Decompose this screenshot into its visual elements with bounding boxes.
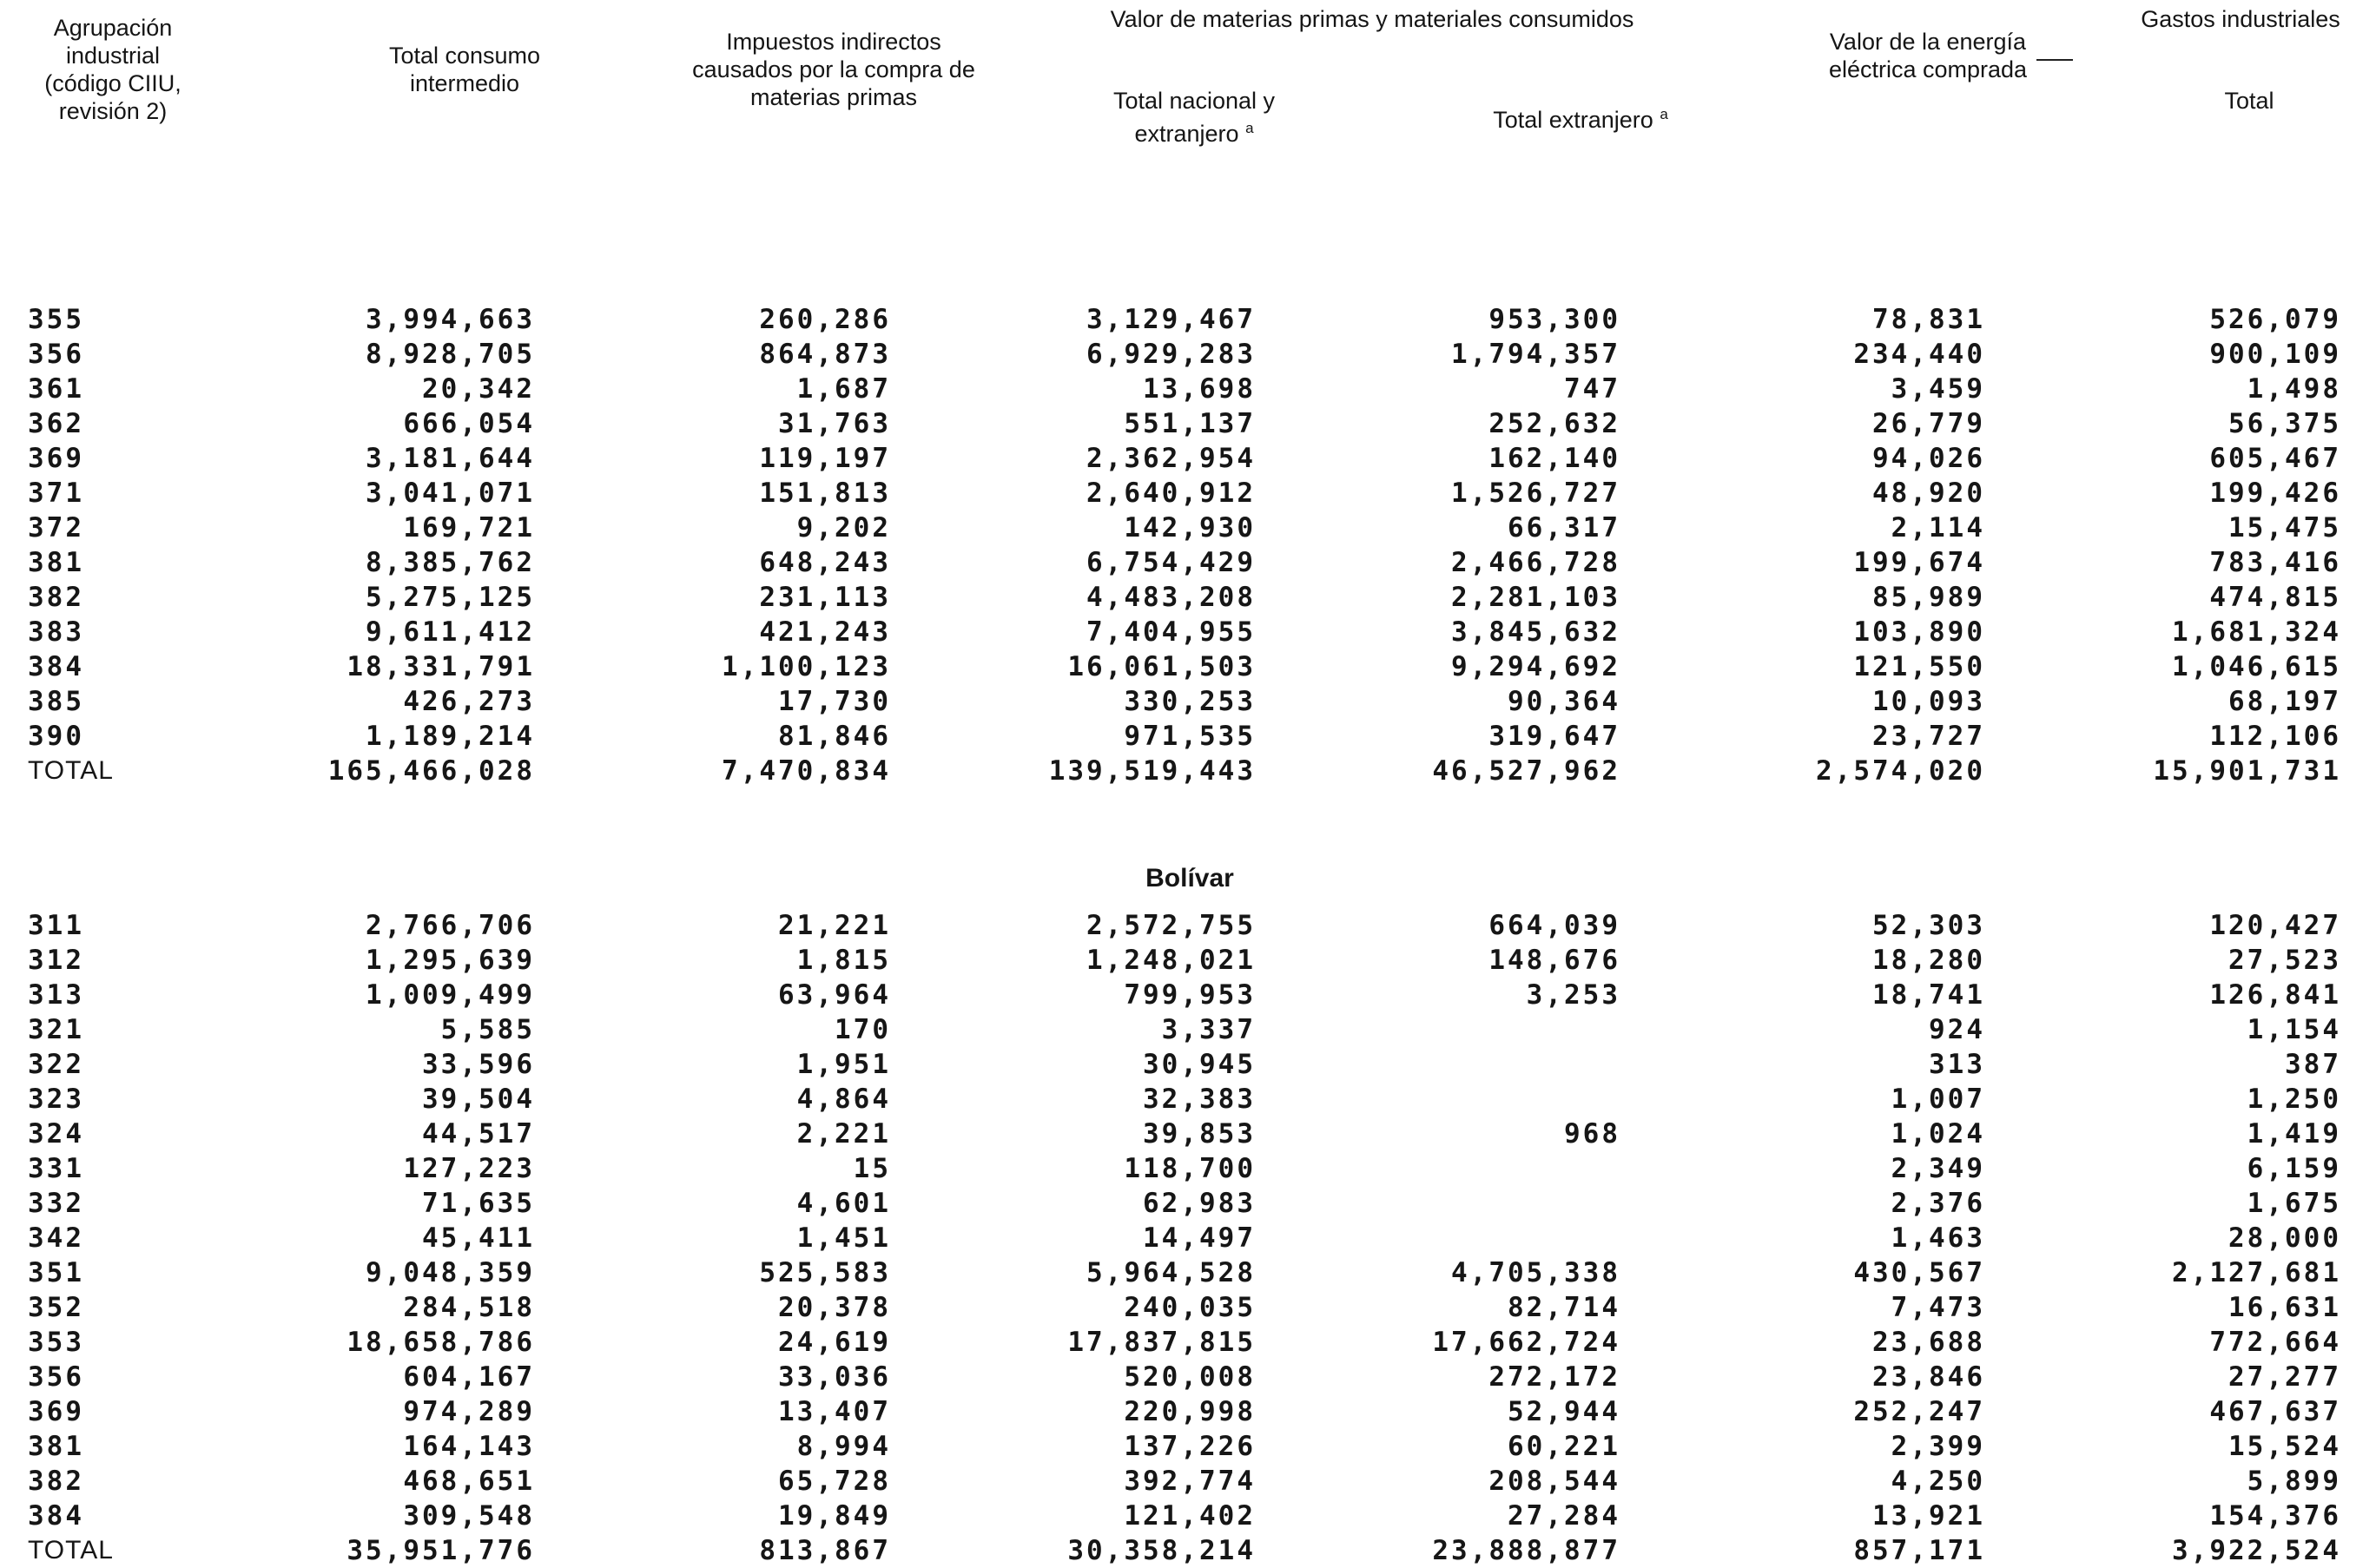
cell-extranjero: 17,662,724: [1432, 1327, 1620, 1358]
cell-gastos: 783,416: [2209, 547, 2341, 578]
cell-impuestos: 1,100,123: [722, 651, 891, 682]
table-row: [0, 1082, 2345, 1117]
cell-energia: 121,550: [1853, 651, 1985, 682]
cell-energia: 18,280: [1872, 945, 1985, 976]
cell-consumo: 45,411: [422, 1222, 535, 1254]
cell-extranjero: 1,526,727: [1451, 478, 1620, 509]
header-total-consumo: Total consumo intermedio: [388, 43, 541, 96]
cell-nacional: 14,497: [1143, 1222, 1256, 1254]
footnote-a-marker: a: [1245, 120, 1254, 136]
cell-extranjero: [1259, 1047, 1624, 1082]
table-row: [0, 1464, 2345, 1499]
cell-extranjero: [1259, 1012, 1624, 1047]
cell-extranjero: 60,221: [1508, 1431, 1620, 1462]
cell-gastos: 526,079: [2209, 304, 2341, 335]
cell-extranjero: 4,705,338: [1451, 1257, 1620, 1288]
cell-code: 361: [28, 373, 84, 405]
cell-gastos: 15,901,731: [2153, 755, 2341, 787]
cell-nacional: 17,837,815: [1067, 1327, 1256, 1358]
cell-impuestos: 21,221: [778, 910, 891, 941]
cell-impuestos: 63,964: [778, 979, 891, 1011]
cell-impuestos: 813,867: [759, 1535, 891, 1566]
cell-energia: 2,114: [1891, 512, 1985, 544]
cell-code: 382: [28, 582, 84, 613]
cell-impuestos: 1,687: [796, 373, 891, 405]
cell-consumo: 5,275,125: [366, 582, 535, 613]
header-impuestos: Impuestos indirectos causados por la compra de materias primas: [692, 29, 975, 110]
cell-energia: 857,171: [1853, 1535, 1985, 1566]
cell-code: 351: [28, 1257, 84, 1288]
table-row: [0, 978, 2345, 1012]
cell-impuestos: 15: [853, 1153, 891, 1184]
cell-nacional: 142,930: [1124, 512, 1256, 544]
cell-code: 385: [28, 686, 84, 717]
data-table-section-1: [0, 302, 2345, 788]
cell-gastos: 900,109: [2209, 339, 2341, 370]
cell-consumo: 468,651: [403, 1466, 535, 1497]
cell-nacional: 240,035: [1124, 1292, 1256, 1323]
cell-impuestos: 33,036: [778, 1361, 891, 1393]
cell-extranjero: 23,888,877: [1432, 1535, 1620, 1566]
cell-extranjero: 90,364: [1508, 686, 1620, 717]
header-divider: [2036, 59, 2073, 61]
section-title-bolivar: Bolívar: [1145, 864, 1234, 893]
cell-code: 355: [28, 304, 84, 335]
cell-consumo: 9,048,359: [366, 1257, 535, 1288]
cell-code: 369: [28, 443, 84, 474]
cell-nacional: 4,483,208: [1086, 582, 1256, 613]
cell-consumo: 18,331,791: [346, 651, 535, 682]
cell-code: 356: [28, 1361, 84, 1393]
cell-extranjero: 968: [1564, 1118, 1620, 1150]
cell-gastos: 27,523: [2228, 945, 2341, 976]
cell-gastos: 28,000: [2228, 1222, 2341, 1254]
data-table-bolivar: [0, 908, 2345, 1568]
cell-energia: 52,303: [1872, 910, 1985, 941]
cell-impuestos: 170: [835, 1014, 891, 1045]
table-row: [0, 1117, 2345, 1151]
cell-impuestos: 648,243: [759, 547, 891, 578]
cell-nacional: 3,129,467: [1086, 304, 1256, 335]
cell-impuestos: 13,407: [778, 1396, 891, 1427]
cell-impuestos: 119,197: [759, 443, 891, 474]
cell-energia: 18,741: [1872, 979, 1985, 1011]
cell-gastos: 1,419: [2247, 1118, 2341, 1150]
cell-impuestos: 4,601: [796, 1188, 891, 1219]
cell-gastos: 56,375: [2228, 408, 2341, 439]
cell-impuestos: 421,243: [759, 616, 891, 648]
header-valor-energia: Valor de la energía eléctrica comprada: [1828, 29, 2028, 82]
cell-consumo: 164,143: [403, 1431, 535, 1462]
table-row: [0, 1394, 2345, 1429]
cell-nacional: 392,774: [1124, 1466, 1256, 1497]
cell-nacional: 13,698: [1143, 373, 1256, 405]
cell-consumo: 9,611,412: [366, 616, 535, 648]
cell-gastos: 387: [2285, 1049, 2341, 1080]
cell-code: TOTAL: [28, 1536, 114, 1565]
header-valor-materias: Valor de materias primas y materiales consumidos: [1110, 6, 1634, 32]
cell-gastos: 6,159: [2247, 1153, 2341, 1184]
cell-consumo: 284,518: [403, 1292, 535, 1323]
cell-energia: 103,890: [1853, 616, 1985, 648]
cell-nacional: 799,953: [1124, 979, 1256, 1011]
cell-nacional: 2,640,912: [1086, 478, 1256, 509]
cell-energia: 1,463: [1891, 1222, 1985, 1254]
cell-nacional: 3,337: [1161, 1014, 1256, 1045]
cell-code: 381: [28, 1431, 84, 1462]
cell-extranjero: 747: [1564, 373, 1620, 405]
cell-impuestos: 19,849: [778, 1500, 891, 1532]
cell-consumo: 2,766,706: [366, 910, 535, 941]
cell-consumo: 5,585: [440, 1014, 535, 1045]
cell-gastos: 16,631: [2228, 1292, 2341, 1323]
cell-energia: 1,007: [1891, 1084, 1985, 1115]
table-row: [0, 441, 2345, 476]
cell-nacional: 2,572,755: [1086, 910, 1256, 941]
cell-impuestos: 1,451: [796, 1222, 891, 1254]
table-row: [0, 406, 2345, 441]
header-agrupacion: Agrupación industrial (código CIIU, revisión 2): [44, 15, 182, 124]
cell-code: 324: [28, 1118, 84, 1150]
cell-extranjero: 46,527,962: [1432, 755, 1620, 787]
cell-code: 356: [28, 339, 84, 370]
cell-gastos: 1,681,324: [2172, 616, 2341, 648]
cell-extranjero: 162,140: [1488, 443, 1620, 474]
cell-extranjero: 664,039: [1488, 910, 1620, 941]
cell-nacional: 551,137: [1124, 408, 1256, 439]
cell-energia: 234,440: [1853, 339, 1985, 370]
cell-gastos: 1,675: [2247, 1188, 2341, 1219]
cell-code: 384: [28, 651, 84, 682]
cell-energia: 2,349: [1891, 1153, 1985, 1184]
cell-energia: 1,024: [1891, 1118, 1985, 1150]
cell-code: 331: [28, 1153, 84, 1184]
table-row: [0, 649, 2345, 684]
cell-code: 312: [28, 945, 84, 976]
table-total-row: [0, 754, 2345, 788]
cell-consumo: 127,223: [403, 1153, 535, 1184]
cell-impuestos: 20,378: [778, 1292, 891, 1323]
cell-gastos: 112,106: [2209, 721, 2341, 752]
cell-extranjero: 272,172: [1488, 1361, 1620, 1393]
cell-energia: 23,688: [1872, 1327, 1985, 1358]
cell-extranjero: 208,544: [1488, 1466, 1620, 1497]
cell-consumo: 35,951,776: [346, 1535, 535, 1566]
cell-gastos: 154,376: [2209, 1500, 2341, 1532]
cell-code: 353: [28, 1327, 84, 1358]
cell-energia: 430,567: [1853, 1257, 1985, 1288]
cell-nacional: 39,853: [1143, 1118, 1256, 1150]
cell-energia: 13,921: [1872, 1500, 1985, 1532]
cell-energia: 3,459: [1891, 373, 1985, 405]
cell-energia: 313: [1929, 1049, 1985, 1080]
cell-nacional: 5,964,528: [1086, 1257, 1256, 1288]
cell-nacional: 520,008: [1124, 1361, 1256, 1393]
cell-code: 384: [28, 1500, 84, 1532]
cell-nacional: 121,402: [1124, 1500, 1256, 1532]
cell-consumo: 1,009,499: [366, 979, 535, 1011]
cell-consumo: 33,596: [422, 1049, 535, 1080]
cell-consumo: 44,517: [422, 1118, 535, 1150]
cell-gastos: 15,475: [2228, 512, 2341, 544]
cell-extranjero: [1259, 1151, 1624, 1186]
table-row: [0, 1290, 2345, 1325]
cell-gastos: 3,922,524: [2172, 1535, 2341, 1566]
cell-energia: 85,989: [1872, 582, 1985, 613]
cell-nacional: 330,253: [1124, 686, 1256, 717]
header-gastos-total: Total: [2224, 88, 2274, 114]
cell-extranjero: 2,281,103: [1451, 582, 1620, 613]
cell-impuestos: 7,470,834: [722, 755, 891, 787]
cell-energia: 252,247: [1853, 1396, 1985, 1427]
cell-code: 323: [28, 1084, 84, 1115]
cell-energia: 2,399: [1891, 1431, 1985, 1462]
cell-nacional: 220,998: [1124, 1396, 1256, 1427]
cell-nacional: 971,535: [1124, 721, 1256, 752]
cell-impuestos: 1,951: [796, 1049, 891, 1080]
cell-consumo: 3,041,071: [366, 478, 535, 509]
table-row: [0, 719, 2345, 754]
cell-consumo: 39,504: [422, 1084, 535, 1115]
cell-nacional: 2,362,954: [1086, 443, 1256, 474]
table-row: [0, 1186, 2345, 1221]
cell-nacional: 16,061,503: [1067, 651, 1256, 682]
cell-nacional: 6,929,283: [1086, 339, 1256, 370]
cell-gastos: 772,664: [2209, 1327, 2341, 1358]
cell-gastos: 474,815: [2209, 582, 2341, 613]
cell-code: 322: [28, 1049, 84, 1080]
table-row: [0, 1429, 2345, 1464]
cell-nacional: 30,358,214: [1067, 1535, 1256, 1566]
cell-code: 321: [28, 1014, 84, 1045]
cell-extranjero: 3,253: [1526, 979, 1620, 1011]
cell-extranjero: 2,466,728: [1451, 547, 1620, 578]
table-row: [0, 1255, 2345, 1290]
cell-impuestos: 31,763: [778, 408, 891, 439]
cell-consumo: 1,295,639: [366, 945, 535, 976]
cell-nacional: 62,983: [1143, 1188, 1256, 1219]
cell-code: TOTAL: [28, 756, 114, 785]
cell-nacional: 7,404,955: [1086, 616, 1256, 648]
table-row: [0, 943, 2345, 978]
cell-nacional: 137,226: [1124, 1431, 1256, 1462]
cell-energia: 7,473: [1891, 1292, 1985, 1323]
footnote-a-marker: a: [1660, 106, 1668, 122]
cell-code: 369: [28, 1396, 84, 1427]
cell-gastos: 199,426: [2209, 478, 2341, 509]
cell-consumo: 426,273: [403, 686, 535, 717]
cell-gastos: 5,899: [2247, 1466, 2341, 1497]
table-row: [0, 545, 2345, 580]
cell-extranjero: [1259, 1186, 1624, 1221]
cell-nacional: 118,700: [1124, 1153, 1256, 1184]
cell-consumo: 20,342: [422, 373, 535, 405]
table-total-row: [0, 1533, 2345, 1568]
table-row: [0, 1012, 2345, 1047]
cell-consumo: 165,466,028: [327, 755, 535, 787]
cell-extranjero: 148,676: [1488, 945, 1620, 976]
cell-extranjero: 953,300: [1488, 304, 1620, 335]
cell-gastos: 27,277: [2228, 1361, 2341, 1393]
cell-impuestos: 65,728: [778, 1466, 891, 1497]
cell-impuestos: 525,583: [759, 1257, 891, 1288]
cell-impuestos: 8,994: [796, 1431, 891, 1462]
cell-code: 381: [28, 547, 84, 578]
cell-extranjero: 319,647: [1488, 721, 1620, 752]
table-row: [0, 684, 2345, 719]
cell-nacional: 30,945: [1143, 1049, 1256, 1080]
cell-gastos: 68,197: [2228, 686, 2341, 717]
cell-extranjero: 1,794,357: [1451, 339, 1620, 370]
table-row: [0, 1325, 2345, 1360]
cell-energia: 2,574,020: [1816, 755, 1985, 787]
cell-energia: 2,376: [1891, 1188, 1985, 1219]
cell-consumo: 1,189,214: [366, 721, 535, 752]
cell-extranjero: 27,284: [1508, 1500, 1620, 1532]
cell-consumo: 18,658,786: [346, 1327, 535, 1358]
table-row: [0, 1221, 2345, 1255]
cell-energia: 10,093: [1872, 686, 1985, 717]
cell-impuestos: 17,730: [778, 686, 891, 717]
header-total-nacional: Total nacional y extranjero $^a$: [1112, 88, 1276, 147]
cell-code: 372: [28, 512, 84, 544]
cell-nacional: 1,248,021: [1086, 945, 1256, 976]
cell-consumo: 169,721: [403, 512, 535, 544]
cell-nacional: 139,519,443: [1048, 755, 1256, 787]
cell-impuestos: 9,202: [796, 512, 891, 544]
table-row: [0, 1151, 2345, 1186]
cell-energia: 199,674: [1853, 547, 1985, 578]
table-row: [0, 1047, 2345, 1082]
cell-code: 390: [28, 721, 84, 752]
table-row: [0, 1360, 2345, 1394]
cell-extranjero: 252,632: [1488, 408, 1620, 439]
cell-gastos: 605,467: [2209, 443, 2341, 474]
cell-consumo: 71,635: [422, 1188, 535, 1219]
cell-energia: 78,831: [1872, 304, 1985, 335]
cell-code: 332: [28, 1188, 84, 1219]
header-total-extranjero: Total extranjero $^a$: [1493, 106, 1668, 133]
cell-impuestos: 81,846: [778, 721, 891, 752]
cell-gastos: 126,841: [2209, 979, 2341, 1011]
cell-gastos: 467,637: [2209, 1396, 2341, 1427]
table-row: [0, 372, 2345, 406]
cell-gastos: 1,250: [2247, 1084, 2341, 1115]
cell-consumo: 8,385,762: [366, 547, 535, 578]
cell-gastos: 1,154: [2247, 1014, 2341, 1045]
cell-impuestos: 260,286: [759, 304, 891, 335]
cell-nacional: 6,754,429: [1086, 547, 1256, 578]
cell-extranjero: 3,845,632: [1451, 616, 1620, 648]
cell-impuestos: 24,619: [778, 1327, 891, 1358]
header-gastos-industriales: Gastos industriales: [2141, 6, 2340, 32]
cell-energia: 48,920: [1872, 478, 1985, 509]
cell-gastos: 2,127,681: [2172, 1257, 2341, 1288]
cell-consumo: 974,289: [403, 1396, 535, 1427]
cell-consumo: 3,994,663: [366, 304, 535, 335]
table-row: [0, 908, 2345, 943]
cell-gastos: 120,427: [2209, 910, 2341, 941]
cell-impuestos: 864,873: [759, 339, 891, 370]
cell-impuestos: 1,815: [796, 945, 891, 976]
cell-code: 342: [28, 1222, 84, 1254]
cell-energia: 23,846: [1872, 1361, 1985, 1393]
cell-code: 362: [28, 408, 84, 439]
cell-gastos: 1,498: [2247, 373, 2341, 405]
table-row: [0, 476, 2345, 511]
cell-consumo: 8,928,705: [366, 339, 535, 370]
table-row: [0, 580, 2345, 615]
cell-extranjero: 9,294,692: [1451, 651, 1620, 682]
cell-consumo: 666,054: [403, 408, 535, 439]
cell-code: 382: [28, 1466, 84, 1497]
table-row: [0, 511, 2345, 545]
cell-code: 313: [28, 979, 84, 1011]
table-row: [0, 1499, 2345, 1533]
cell-consumo: 3,181,644: [366, 443, 535, 474]
cell-consumo: 309,548: [403, 1500, 535, 1532]
cell-extranjero: [1259, 1221, 1624, 1255]
cell-code: 311: [28, 910, 84, 941]
cell-energia: 4,250: [1891, 1466, 1985, 1497]
cell-impuestos: 4,864: [796, 1084, 891, 1115]
cell-gastos: 15,524: [2228, 1431, 2341, 1462]
cell-energia: 26,779: [1872, 408, 1985, 439]
cell-impuestos: 231,113: [759, 582, 891, 613]
cell-code: 371: [28, 478, 84, 509]
cell-gastos: 1,046,615: [2172, 651, 2341, 682]
cell-code: 352: [28, 1292, 84, 1323]
cell-extranjero: 82,714: [1508, 1292, 1620, 1323]
cell-energia: 94,026: [1872, 443, 1985, 474]
cell-consumo: 604,167: [403, 1361, 535, 1393]
cell-nacional: 32,383: [1143, 1084, 1256, 1115]
cell-energia: 23,727: [1872, 721, 1985, 752]
cell-code: 383: [28, 616, 84, 648]
table-row: [0, 615, 2345, 649]
cell-energia: 924: [1929, 1014, 1985, 1045]
cell-impuestos: 2,221: [796, 1118, 891, 1150]
cell-impuestos: 151,813: [759, 478, 891, 509]
table-row: [0, 337, 2345, 372]
cell-extranjero: 66,317: [1508, 512, 1620, 544]
table-row: [0, 302, 2345, 337]
cell-extranjero: 52,944: [1508, 1396, 1620, 1427]
cell-extranjero: [1259, 1082, 1624, 1117]
